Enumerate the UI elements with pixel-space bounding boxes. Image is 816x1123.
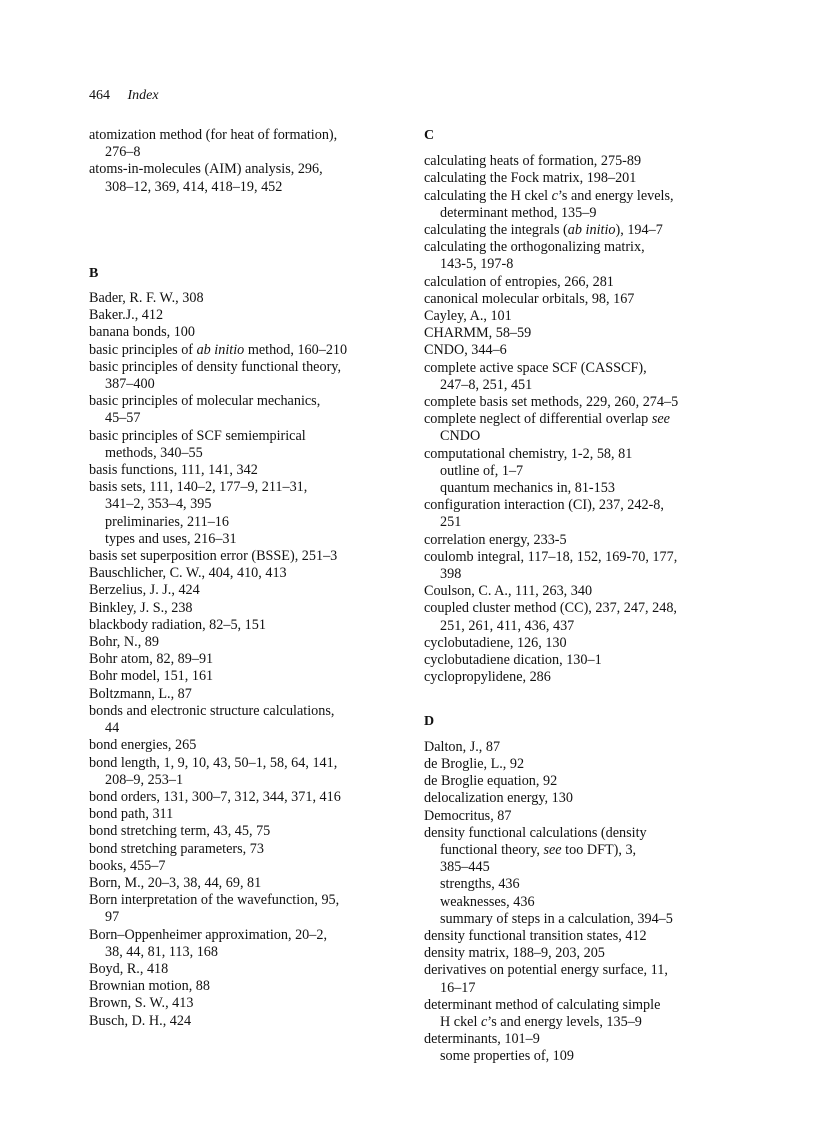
index-entry-line: Bohr atom, 82, 89–91 (89, 651, 214, 668)
index-entry-line: basic principles of ab initio method, 160–210 (89, 341, 348, 358)
index-section-letter: D (424, 713, 435, 729)
running-title: Index (127, 88, 159, 103)
index-entry-line: calculating heats of formation, 275-89 (424, 153, 642, 170)
index-entry-line: atoms-in-molecules (AIM) analysis, 296, (89, 161, 323, 178)
index-subentry-line: CNDO (440, 428, 481, 445)
index-entry-line: computational chemistry, 1-2, 58, 81 (424, 445, 633, 462)
index-subentry-line: 16–17 (440, 979, 476, 996)
index-entry-line: basic principles of density functional theory, (89, 358, 342, 375)
index-subentry-line: 44 (105, 720, 120, 737)
index-entry-line: Born–Oppenheimer approximation, 20–2, (89, 926, 327, 943)
index-entry-line: calculating the orthogonalizing matrix, (424, 239, 645, 256)
index-entry-line: Bohr, N., 89 (89, 634, 159, 651)
index-entry-line: bond orders, 131, 300–7, 312, 344, 371, 416 (89, 788, 341, 805)
index-entry-line: Brownian motion, 88 (89, 978, 210, 995)
index-entry-line: bond length, 1, 9, 10, 43, 50–1, 58, 64, 141, (89, 754, 338, 771)
index-entry-line: bond stretching term, 43, 45, 75 (89, 823, 271, 840)
index-entry-line: density functional transition states, 412 (424, 927, 647, 944)
index-entry-line: Busch, D. H., 424 (89, 1012, 192, 1029)
index-entry-line: basis functions, 111, 141, 342 (89, 462, 258, 479)
index-subentry-line: 251 (440, 514, 462, 531)
index-entry-line: basic principles of molecular mechanics, (89, 393, 321, 410)
index-subentry-line: functional theory, see too DFT), 3, (440, 841, 637, 858)
index-subentry-line: strengths, 436 (440, 876, 520, 893)
index-entry-line: correlation energy, 233-5 (424, 531, 567, 548)
index-entry-line: Baker.J., 412 (89, 307, 164, 324)
running-header (89, 87, 159, 105)
index-subentry-line: weaknesses, 436 (440, 893, 535, 910)
index-subentry-line: H ckel c’s and energy levels, 135–9 (440, 1013, 642, 1030)
index-entry-line: determinant method of calculating simple (424, 996, 661, 1013)
index-entry-line: configuration interaction (CI), 237, 242-8, (424, 497, 664, 514)
index-section-letter: C (424, 128, 435, 143)
index-entry-line: Boyd, R., 418 (89, 960, 169, 977)
index-entry-line: canonical molecular orbitals, 98, 167 (424, 290, 635, 307)
index-entry-line: CHARMM, 58–59 (424, 325, 532, 342)
index-entry-line: CNDO, 344–6 (424, 342, 507, 359)
index-entry-line: atomization method (for heat of formation), (89, 127, 338, 143)
index-subentry-line: preliminaries, 211–16 (105, 513, 229, 530)
index-entry-line: calculating the Fock matrix, 198–201 (424, 170, 637, 187)
section-gap (424, 730, 742, 739)
index-entry-line: bond path, 311 (89, 806, 174, 823)
index-entry-line: de Broglie equation, 92 (424, 773, 558, 790)
index-entry-line: Binkley, J. S., 238 (89, 599, 193, 616)
index-subentry-line: 247–8, 251, 451 (440, 376, 533, 393)
index-entry-line: density functional calculations (density (424, 824, 647, 841)
index-subentry-line: 251, 261, 411, 436, 437 (440, 617, 575, 634)
index-entry-line: Bader, R. F. W., 308 (89, 290, 204, 307)
index-column-left (89, 127, 399, 1030)
index-subentry-line: types and uses, 216–31 (105, 530, 237, 547)
index-entry-line: Boltzmann, L., 87 (89, 685, 192, 702)
index-entry-line: bond stretching parameters, 73 (89, 840, 264, 857)
index-entry-line: banana bonds, 100 (89, 324, 195, 341)
index-entry-line: coupled cluster method (CC), 237, 247, 248, (424, 600, 677, 617)
index-subentry-line: outline of, 1–7 (440, 462, 524, 479)
index-entry-line: Coulson, C. A., 111, 263, 340 (424, 583, 593, 600)
index-entry-line: cyclopropylidene, 286 (424, 669, 551, 686)
index-subentry-line: 341–2, 353–4, 395 (105, 496, 212, 513)
index-entry-line: calculation of entropies, 266, 281 (424, 273, 614, 290)
index-entry-line: blackbody radiation, 82–5, 151 (89, 616, 266, 633)
index-section-letter: B (89, 265, 99, 281)
index-entry-line: bonds and electronic structure calculations, (89, 702, 335, 719)
index-entry-line: basis set superposition error (BSSE), 251–3 (89, 548, 338, 565)
index-entry-line: Dalton, J., 87 (424, 738, 501, 755)
index-subentry-line: methods, 340–55 (105, 444, 203, 461)
section-gap (424, 687, 742, 713)
index-entry-line: derivatives on potential energy surface, 11, (424, 962, 668, 979)
index-subentry-line: 387–400 (105, 376, 155, 393)
index-entry-line: de Broglie, L., 92 (424, 755, 525, 772)
index-subentry-line: 276–8 (105, 144, 141, 161)
index-entry-line: calculating the integrals (ab initio), 194–7 (424, 222, 663, 239)
index-column-right (424, 127, 742, 1066)
index-entry-line: Democritus, 87 (424, 807, 512, 824)
index-entry-line: Born interpretation of the wavefunction, 95, (89, 892, 340, 909)
section-gap (89, 282, 399, 290)
index-entry-line: density matrix, 188–9, 203, 205 (424, 945, 605, 962)
index-subentry-line: determinant method, 135–9 (440, 204, 597, 221)
index-entry-line: bond energies, 265 (89, 737, 197, 754)
index-entry-line: cyclobutadiene, 126, 130 (424, 634, 567, 651)
index-entry-line: books, 455–7 (89, 857, 166, 874)
index-entry-line: complete basis set methods, 229, 260, 274–5 (424, 394, 679, 411)
index-subentry-line: summary of steps in a calculation, 394–5 (440, 910, 673, 927)
section-gap (424, 144, 742, 153)
index-subentry-line: 385–445 (440, 859, 490, 876)
index-entry-line: complete neglect of differential overlap see (424, 411, 670, 428)
index-entry-line: cyclobutadiene dication, 130–1 (424, 652, 602, 669)
index-entry-line: complete active space SCF (CASSCF), (424, 359, 647, 376)
page-number: 464 (89, 88, 110, 103)
index-entry-line: Bohr model, 151, 161 (89, 668, 214, 685)
index-entry-line: calculating the H ckel c’s and energy levels, (424, 187, 674, 204)
index-subentry-line: 97 (105, 909, 120, 926)
index-entry-line: Cayley, A., 101 (424, 308, 512, 325)
index-subentry-line: some properties of, 109 (440, 1048, 574, 1065)
index-entry-line: determinants, 101–9 (424, 1031, 540, 1048)
index-subentry-line: 38, 44, 81, 113, 168 (105, 943, 218, 960)
index-subentry-line: quantum mechanics in, 81-153 (440, 480, 615, 497)
index-subentry-line: 143-5, 197-8 (440, 256, 514, 273)
index-entry-line: Berzelius, J. J., 424 (89, 582, 200, 599)
index-entry-line: Brown, S. W., 413 (89, 995, 194, 1012)
index-subentry-line: 398 (440, 566, 462, 583)
index-entry-line: delocalization energy, 130 (424, 790, 573, 807)
index-entry-line: Bauschlicher, C. W., 404, 410, 413 (89, 565, 287, 582)
index-entry-line: coulomb integral, 117–18, 152, 169-70, 177, (424, 548, 678, 565)
index-entry-line: Born, M., 20–3, 38, 44, 69, 81 (89, 874, 262, 891)
index-entry-line: basis sets, 111, 140–2, 177–9, 211–31, (89, 479, 308, 496)
section-gap (89, 196, 399, 265)
index-subentry-line: 308–12, 369, 414, 418–19, 452 (105, 178, 283, 195)
index-entry-line: basic principles of SCF semiempirical (89, 427, 306, 444)
index-subentry-line: 45–57 (105, 410, 141, 427)
index-subentry-line: 208–9, 253–1 (105, 771, 184, 788)
